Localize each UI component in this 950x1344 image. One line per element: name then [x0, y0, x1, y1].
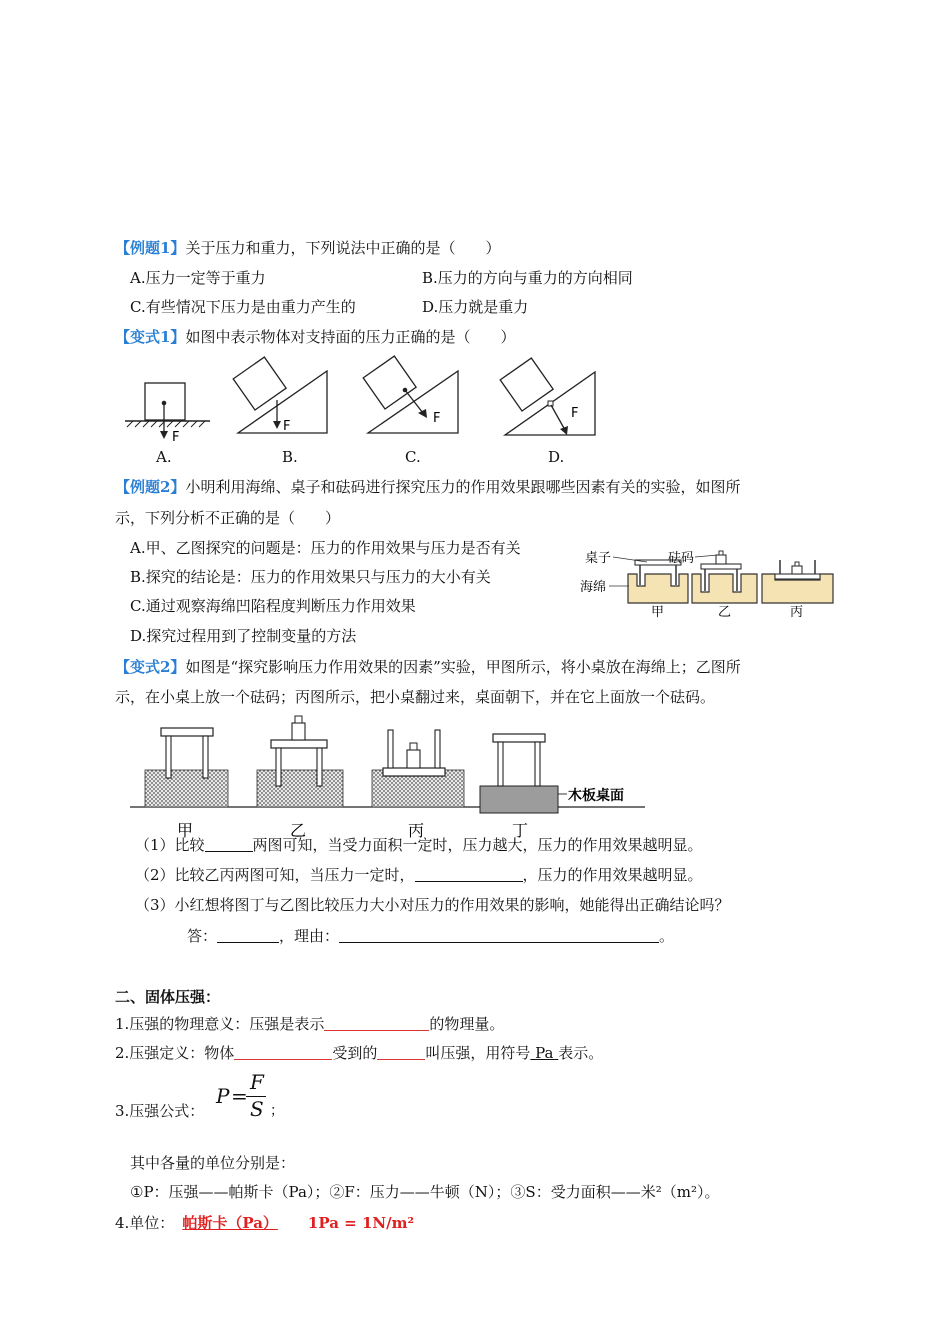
p2-blank-2[interactable]: [377, 1044, 425, 1060]
setup-bing: [372, 730, 464, 807]
sponge-jia: [628, 574, 688, 603]
force-label-d: F: [571, 406, 579, 421]
example-1-option-d: D.压力就是重力: [422, 298, 529, 316]
units-list: ①P：压强——帕斯卡（Pa）；②F：压力——牛顿（N）；③S：受力面积——米²（m²）。: [130, 1183, 720, 1201]
p2-mid2: 叫压强，用符号: [425, 1044, 531, 1062]
sponge-yi: [692, 574, 757, 603]
variant-1-text: 如图中表示物体对支持面的压力正确的是（ ）: [185, 328, 516, 346]
figure-label-c: C.: [405, 448, 421, 466]
example-2-text: 小明利用海绵、桌子和砝码进行探究压力的作用效果跟哪些因素有关的实验，如图所: [185, 478, 741, 496]
example-2-option-b: B.探究的结论是：压力的作用效果只与压力的大小有关: [130, 568, 491, 586]
figure-a: [125, 383, 210, 445]
p1-blank[interactable]: [324, 1015, 429, 1031]
setup-jia: [145, 728, 228, 807]
figure-b: [233, 357, 327, 434]
force-label-c: F: [433, 411, 441, 426]
pressure-unit: [115, 1212, 414, 1234]
reason-label: ，理由：: [279, 927, 340, 945]
label-yi: 乙: [290, 821, 307, 840]
answer-label: 答：: [187, 927, 218, 945]
q1-suffix: 两图可知，当受力面积一定时，压力越大，压力的作用效果越明显。: [252, 836, 703, 854]
variant-2-tag: 【变式2】: [115, 658, 186, 676]
q1-prefix: （1）比较: [135, 836, 205, 854]
example-1-option-a: A.压力一定等于重力: [130, 269, 266, 287]
variant-2-q3: （3）小红想将图丁与乙图比较压力大小对压力的作用效果的影响，她能得出正确结论吗？: [135, 896, 730, 914]
p2-suffix: 表示。: [558, 1044, 604, 1062]
variant-1-figures: [115, 355, 615, 445]
variant-2-q2: [135, 864, 703, 886]
q2-suffix: ，压力的作用效果越明显。: [522, 866, 703, 884]
label-jia: 甲: [651, 605, 665, 620]
example-1-question: [115, 237, 500, 259]
variant-2-line1: [115, 656, 741, 678]
formula-numerator: F: [250, 1070, 264, 1094]
label-ding: 丁: [512, 821, 529, 840]
variant-2-q1: [135, 834, 703, 856]
label-yi: 乙: [718, 605, 732, 620]
p2-mid: 受到的: [332, 1044, 378, 1062]
variant-2-figure: [125, 712, 645, 840]
label-table: 桌子: [585, 551, 612, 566]
pressure-formula: [216, 1070, 284, 1122]
p1-prefix: 1.压强的物理意义：压强是表示: [115, 1015, 325, 1033]
example-1-option-c: C.有些情况下压力是由重力产生的: [130, 298, 356, 316]
label-sponge: 海绵: [580, 580, 607, 595]
p1-suffix: 的物理量。: [429, 1015, 505, 1033]
pressure-formula-label: 3.压强公式：: [115, 1102, 205, 1120]
label-jia: 甲: [177, 821, 194, 840]
p2-blank-1[interactable]: [234, 1044, 332, 1060]
setup-ding: [480, 734, 624, 813]
answer-blank[interactable]: [217, 927, 279, 943]
formula-equals: =: [231, 1084, 248, 1108]
units-intro: 其中各量的单位分别是：: [130, 1154, 296, 1172]
example-2-option-d: D.探究过程用到了控制变量的方法: [130, 627, 357, 645]
figure-label-a: A.: [156, 448, 172, 466]
example-1-text: 关于压力和重力，下列说法中正确的是（ ）: [185, 239, 501, 257]
setup-yi: [257, 716, 343, 807]
variant-1-tag: 【变式1】: [115, 328, 186, 346]
variant-1-question: [115, 326, 515, 348]
label-board: 木板桌面: [568, 788, 624, 804]
label-bing: 丙: [408, 821, 425, 840]
label-weight: 砝码: [668, 551, 695, 566]
answer-end: 。: [659, 927, 675, 945]
label-bing: 丙: [790, 605, 804, 620]
pressure-meaning: [115, 1013, 504, 1035]
example-2-tag: 【例题2】: [115, 478, 186, 496]
pressure-definition: [115, 1042, 603, 1064]
pressure-symbol: Pa: [530, 1044, 559, 1062]
force-label-b: F: [283, 419, 291, 434]
example-1-option-b: B.压力的方向与重力的方向相同: [422, 269, 633, 287]
example-1-tag: 【例题1】: [115, 239, 186, 257]
section-2-title: 二、固体压强：: [115, 988, 221, 1006]
formula-denominator: S: [250, 1097, 264, 1121]
example-2-option-a: A.甲、乙图探究的问题是：压力的作用效果与压力是否有关: [130, 539, 521, 557]
formula-p: P: [216, 1084, 230, 1108]
reason-blank[interactable]: [339, 927, 659, 943]
p4-prefix: 4.单位：: [115, 1214, 175, 1232]
variant-2-answer: [187, 925, 674, 947]
force-label-a: F: [172, 430, 180, 445]
figure-label-d: D.: [548, 448, 565, 466]
p4-answer: 帕斯卡（Pa）: [182, 1214, 278, 1232]
example-2-option-c: C.通过观察海绵凹陷程度判断压力作用效果: [130, 597, 416, 615]
example-2-figure: [575, 540, 837, 620]
example-2-line1: [115, 476, 740, 498]
figure-d: [500, 358, 595, 435]
variant-2-line2: 示，在小桌上放一个砝码；丙图所示，把小桌翻过来，桌面朝下，并在它上面放一个砝码。: [115, 688, 716, 706]
q1-blank[interactable]: [205, 836, 253, 852]
p2-prefix: 2.压强定义：物体: [115, 1044, 235, 1062]
figure-c: [363, 356, 458, 433]
q2-prefix: （2）比较乙丙两图可知，当压力一定时，: [135, 866, 415, 884]
q2-blank[interactable]: [415, 866, 523, 882]
p4-relation: 1Pa = 1N/m²: [307, 1214, 415, 1232]
variant-2-text: 如图是“探究影响压力作用效果的因素”实验，甲图所示，将小桌放在海绵上；乙图所: [185, 658, 741, 676]
example-2-line2: 示，下列分析不正确的是（ ）: [115, 509, 341, 527]
figure-label-b: B.: [282, 448, 298, 466]
formula-semicolon: ；: [270, 1103, 284, 1119]
